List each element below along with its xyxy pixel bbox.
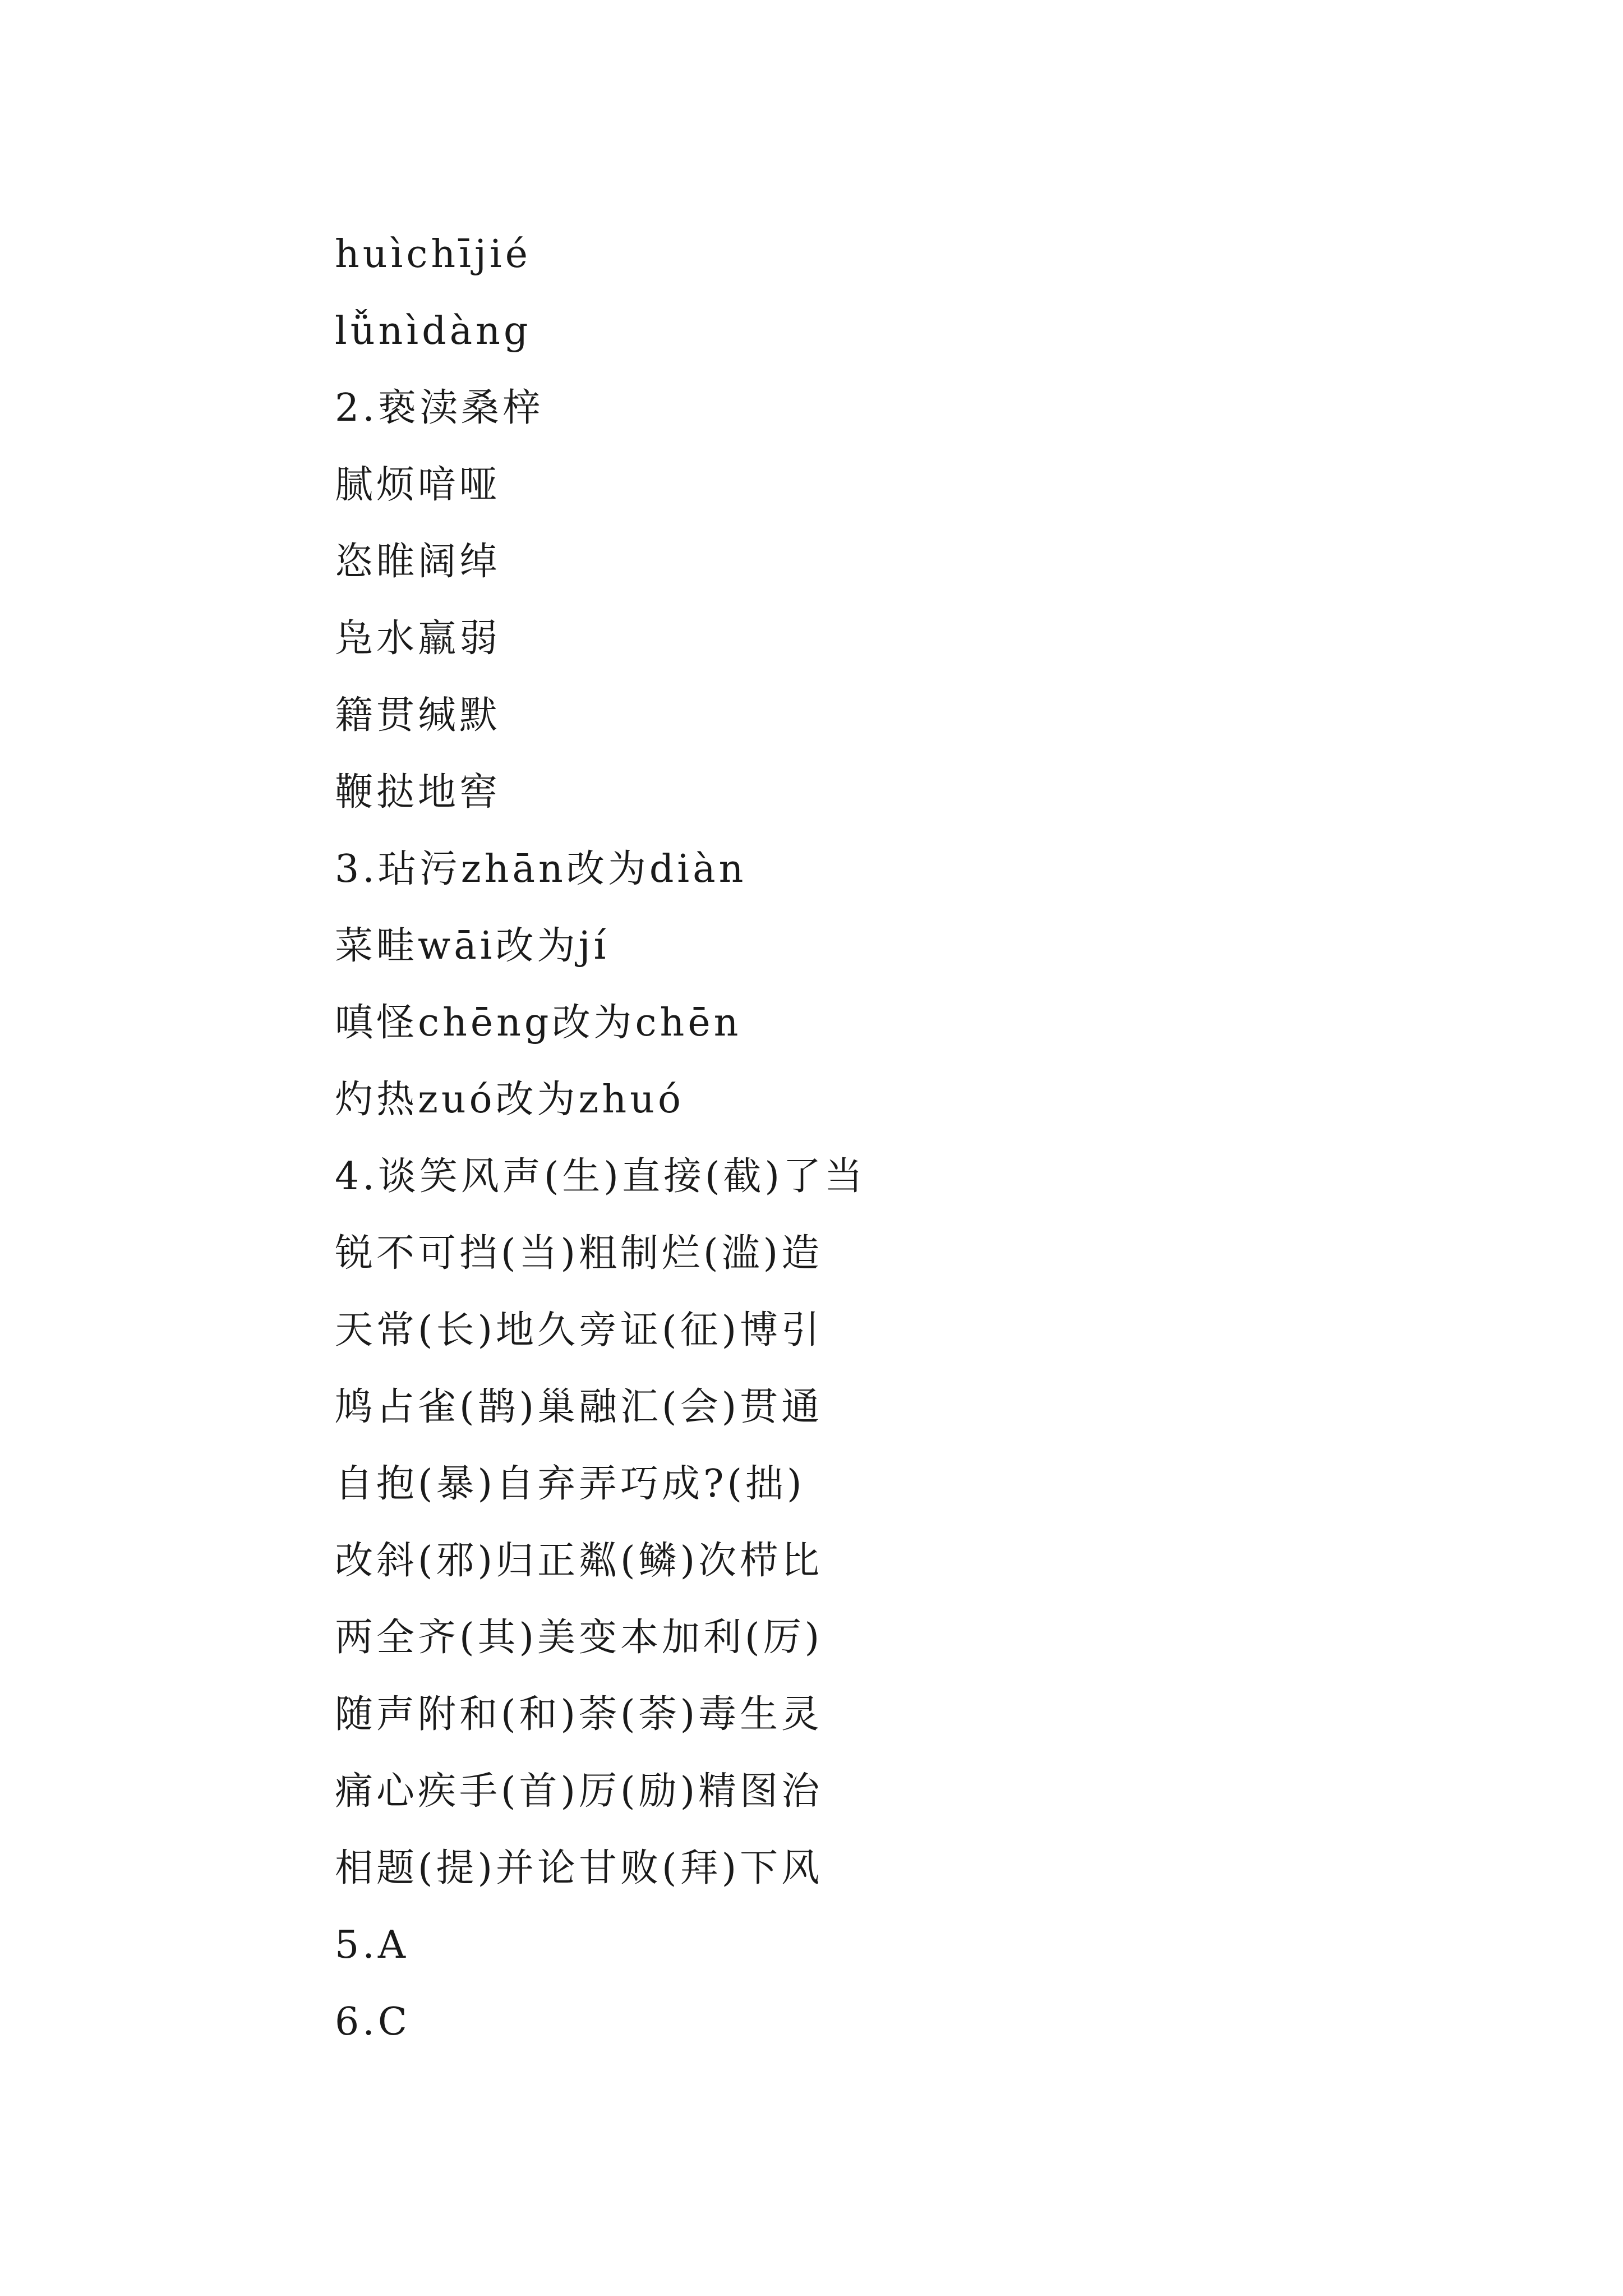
text-line: 5.A xyxy=(335,1923,409,1967)
text-line: 随声附和(和)荼(荼)毒生灵 xyxy=(335,1692,823,1737)
text-line: 两全齐(其)美变本加利(厉) xyxy=(335,1616,823,1660)
text-line: 自抱(暴)自弃弄巧成?(拙) xyxy=(335,1462,805,1506)
text-line: 3.玷污zhān改为diàn xyxy=(335,847,747,891)
text-line: 灼热zuó改为zhuó xyxy=(335,1078,684,1122)
text-line: 天常(长)地久旁证(征)博引 xyxy=(335,1308,823,1352)
text-line: huìchījié xyxy=(335,232,532,277)
text-line: 嗔怪chēng改为chēn xyxy=(335,1001,742,1045)
text-line: 6.C xyxy=(335,2000,411,2044)
text-line: 痛心疾手(首)厉(励)精图治 xyxy=(335,1769,823,1814)
text-line: 恣睢阔绰 xyxy=(335,540,501,584)
text-line: 相题(提)并论甘败(拜)下风 xyxy=(335,1846,823,1890)
text-line: 锐不可挡(当)粗制烂(滥)造 xyxy=(335,1231,823,1276)
answer-text-block xyxy=(335,216,1456,2060)
text-line: lǚnìdàng xyxy=(335,309,532,353)
text-line: 鸠占雀(鹊)巢融汇(会)贯通 xyxy=(335,1385,823,1429)
text-line: 4.谈笑风声(生)直接(截)了当 xyxy=(335,1154,866,1199)
text-line: 凫水羸弱 xyxy=(335,616,501,661)
text-line: 菜畦wāi改为jí xyxy=(335,924,610,968)
text-line: 籍贯缄默 xyxy=(335,693,501,738)
text-line: 改斜(邪)归正粼(鳞)次栉比 xyxy=(335,1539,823,1583)
text-line: 鞭挞地窖 xyxy=(335,770,501,815)
text-line: 腻烦喑哑 xyxy=(335,463,501,507)
text-line: 2.亵渎桑梓 xyxy=(335,386,544,430)
